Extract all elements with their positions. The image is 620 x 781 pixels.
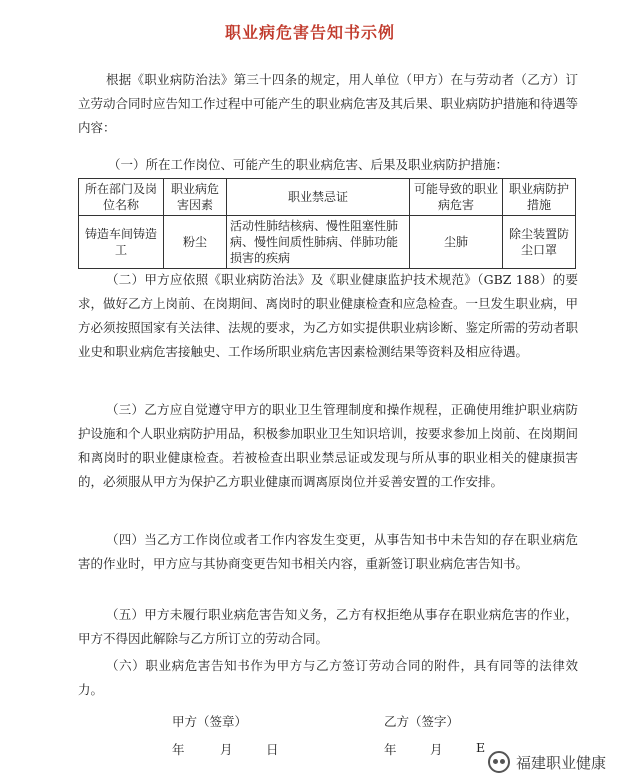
header-contraindication: 职业禁忌证 — [227, 179, 410, 216]
header-protection: 职业病防护措施 — [503, 179, 576, 216]
party-a-signature-label: 甲方（签章） — [172, 714, 248, 729]
party-b-year: 年 — [384, 742, 397, 757]
party-a-year: 年 — [172, 742, 185, 757]
section-5-paragraph: （五）甲方未履行职业病危害告知义务，乙方有权拒绝从事存在职业病危害的作业，甲方不得因此解除与乙方所订立的劳动合同。 — [78, 607, 578, 646]
watermark-text: 福建职业健康 — [515, 753, 606, 772]
wechat-icon — [488, 751, 510, 773]
header-hazard-factor: 职业病危害因素 — [164, 179, 227, 216]
header-department: 所在部门及岗位名称 — [79, 179, 164, 216]
cell-department: 铸造车间铸造工 — [79, 216, 164, 269]
party-b-day-partial: E — [476, 740, 486, 755]
party-a-month: 月 — [220, 742, 233, 757]
party-a-day: 日 — [266, 742, 279, 757]
party-b-signature-label: 乙方（签字） — [384, 714, 460, 729]
cell-hazard-factor: 粉尘 — [164, 216, 227, 269]
section-1-heading: （一）所在工作岗位、可能产生的职业病危害、后果及职业病防护措施： — [108, 157, 509, 172]
section-2-paragraph: （二）甲方应依照《职业病防治法》及《职业健康监护技术规范》（GBZ 188）的要求，做好乙方上岗前、在岗期间、离岗时的职业健康检查和应急检查。一旦发生职业病，甲方必须按照国家有关法律、法规的要求，为乙方如实提供职业病诊断、鉴定所需的劳动者职业史和职业病危害接触史、工作场所职业病危害因素检测结果等资料及相应待遇。 — [78, 272, 579, 359]
watermark — [488, 751, 606, 773]
hazard-table — [78, 178, 576, 269]
table-row — [79, 216, 576, 269]
section-6-paragraph: （六）职业病危害告知书作为甲方与乙方签订劳动合同的附件，具有同等的法律效力。 — [78, 658, 578, 697]
section-4-paragraph: （四）当乙方工作岗位或者工作内容发生变更，从事告知书中未告知的存在职业病危害的作业时，甲方应与其协商变更告知书相关内容，重新签订职业病危害告知书。 — [78, 532, 578, 571]
cell-protection: 除尘装置防尘口罩 — [503, 216, 576, 269]
document-title: 职业病危害告知书示例 — [224, 23, 395, 42]
cell-contraindication: 活动性肺结核病、慢性阻塞性肺病、慢性间质性肺病、伴肺功能损害的疾病 — [227, 216, 410, 269]
cell-possible-disease: 尘肺 — [410, 216, 503, 269]
intro-paragraph: 根据《职业病防治法》第三十四条的规定，用人单位（甲方）在与劳动者（乙方）订立劳动合同时应告知工作过程中可能产生的职业病危害及其后果、职业病防护措施和待遇等内容： — [78, 72, 579, 135]
header-possible-disease: 可能导致的职业病危害 — [410, 179, 503, 216]
party-b-month: 月 — [430, 742, 443, 757]
section-3-paragraph: （三）乙方应自觉遵守甲方的职业卫生管理制度和操作规程，正确使用维护职业病防护设施和个人职业病防护用品，积极参加职业卫生知识培训，按要求参加上岗前、在岗期间和离岗时的职业健康检查。若被检查出职业禁忌证或发现与所从事的职业相关的健康损害的，必须服从甲方为保护乙方职业健康而调离原岗位并妥善安置的工作安排。 — [78, 402, 579, 489]
table-header-row — [79, 179, 576, 216]
